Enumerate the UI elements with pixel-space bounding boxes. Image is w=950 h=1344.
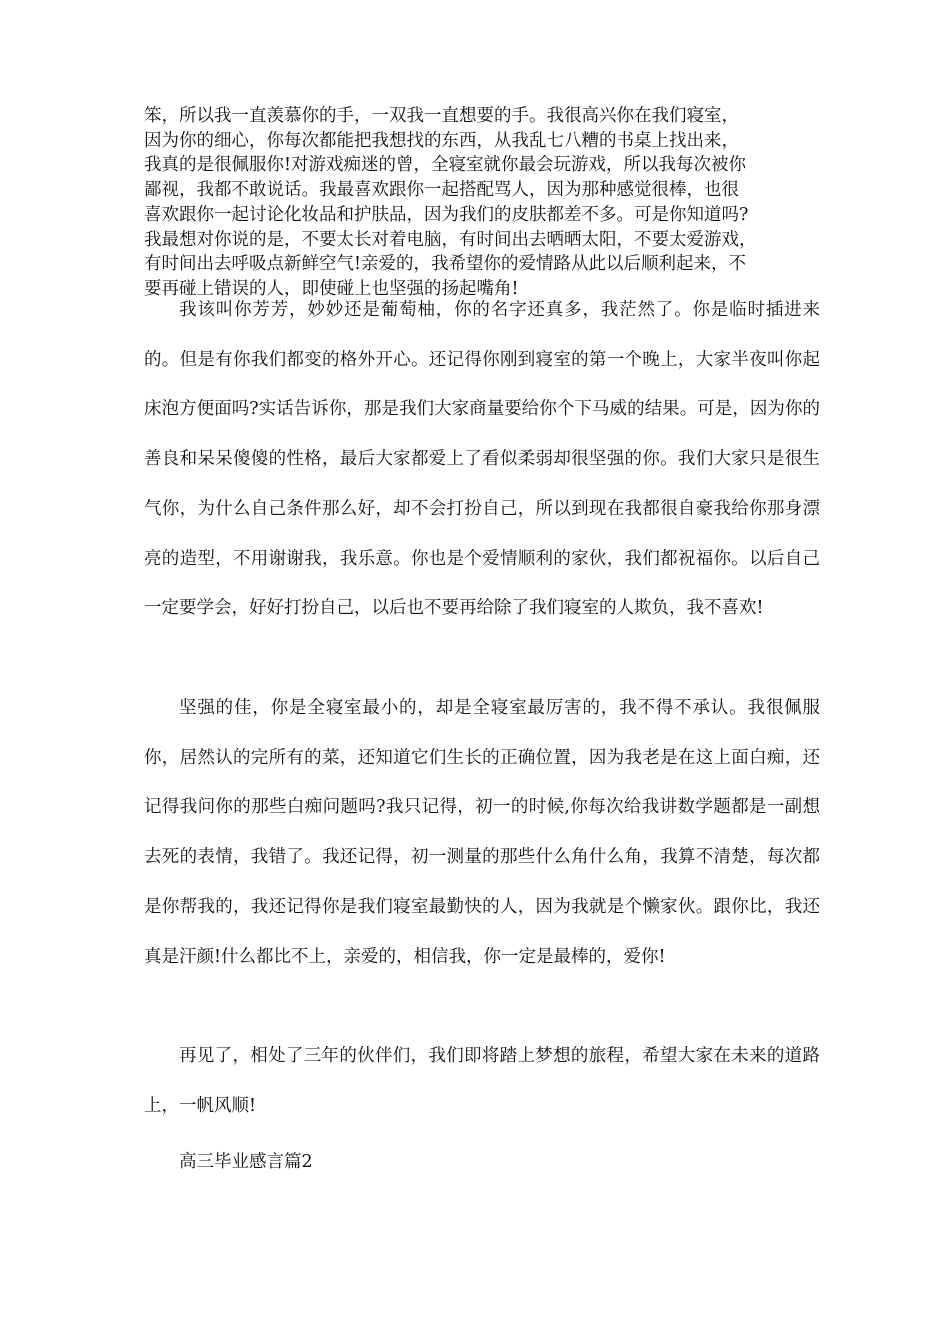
section-heading: 高三毕业感言篇2 <box>179 1152 313 1172</box>
paragraph-line: 我最想对你说的是，不要太长对着电脑，有时间出去晒晒太阳，不要太爱游戏， <box>144 229 757 250</box>
paragraph-line: 笨，所以我一直羡慕你的手，一双我一直想要的手。我很高兴你在我们寝室， <box>144 106 739 126</box>
paragraph-jia: 坚强的佳，你是全寝室最小的，却是全寝室最厉害的，我不得不承认。我很佩服你，居然认的完所有的菜，还知道它们生长的正确位置，因为我老是在这上面白痴，还记得我问你的那些白痴问题吗?我只记得，初一的时候,你每次给我讲数学题都是一副想去死的表情，我错了。我还记得，初一测量的那些什么角什么角，我算不清楚，每次都是你帮我的，我还记得你是我们寝室最勤快的人，因为我就是个懒家伙。跟你比，我还真是汗颜!什么都比不上，亲爱的，相信我，你一定是最棒的，爱你! <box>144 698 820 967</box>
paragraph-line: 要再碰上错误的人，即使碰上也坚强的扬起嘴角! <box>144 278 519 299</box>
paragraph-opening <box>144 104 820 302</box>
paragraph-line: 有时间出去呼吸点新鲜空气!亲爱的，我希望你的爱情路从此以后顺利起来，不 <box>144 254 747 275</box>
paragraph-line: 鄙视，我都不敢说话。我最喜欢跟你一起搭配骂人，因为那种感觉很棒，也很 <box>144 180 739 201</box>
paragraph-fangfang: 我该叫你芳芳，妙妙还是葡萄柚，你的名字还真多，我茫然了。你是临时插进来的。但是有你我们都变的格外开心。还记得你刚到寝室的第一个晚上，大家半夜叫你起床泡方便面吗?实话告诉你，那是我们大家商量要给你个下马威的结果。可是，因为你的善良和呆呆傻傻的性格，最后大家都爱上了看似柔弱却很坚强的你。我们大家只是很生气你，为什么自己条件那么好，却不会打扮自己，所以到现在我都很自豪我给你那身漂亮的造型，不用谢谢我，我乐意。你也是个爱情顺利的家伙，我们都祝福你。以后自己一定要学会，好好打扮自己，以后也不要再给除了我们寝室的人欺负，我不喜欢! <box>144 300 820 619</box>
paragraph-line: 因为你的细心，你每次都能把我想找的东西，从我乱七八糟的书桌上找出来， <box>144 130 739 151</box>
paragraph-line: 我真的是很佩服你!对游戏痴迷的曾，全寝室就你最会玩游戏，所以我每次被你 <box>144 155 747 176</box>
paragraph-line: 喜欢跟你一起讨论化妆品和护肤品，因为我们的皮肤都差不多。可是你知道吗? <box>144 204 749 225</box>
paragraph-farewell: 再见了，相处了三年的伙伴们，我们即将踏上梦想的旅程，希望大家在未来的道路上，一帆风顺! <box>144 1046 820 1116</box>
